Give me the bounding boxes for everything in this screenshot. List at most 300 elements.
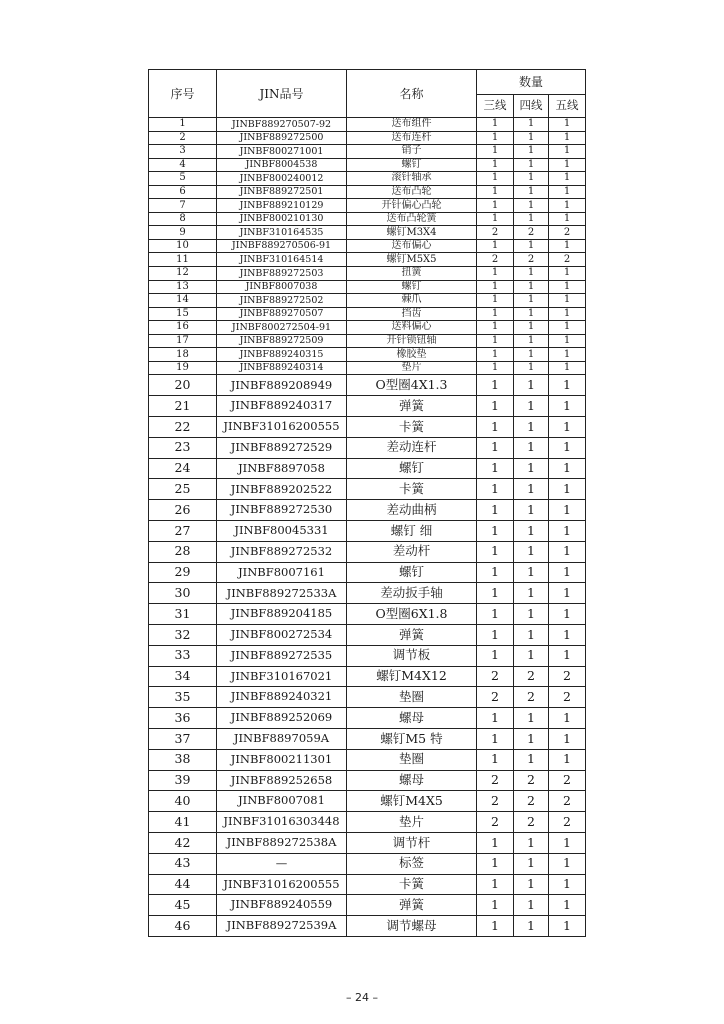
cell-index: 8: [149, 212, 217, 226]
cell-qty-four-line: 1: [514, 624, 549, 645]
table-row: [149, 226, 586, 240]
cell-qty-five-line: 1: [549, 185, 586, 199]
cell-qty-three-line: 1: [477, 458, 514, 479]
cell-part-number: JINBF80045331: [217, 520, 347, 541]
table-row: [149, 361, 586, 375]
cell-index: 13: [149, 280, 217, 294]
cell-index: 30: [149, 583, 217, 604]
cell-name: O型圈4X1.3: [347, 375, 477, 396]
cell-qty-three-line: 1: [477, 199, 514, 213]
cell-index: 5: [149, 172, 217, 186]
cell-qty-three-line: 1: [477, 145, 514, 159]
cell-qty-five-line: 1: [549, 583, 586, 604]
header-quantity: 数量: [477, 70, 586, 95]
cell-qty-three-line: 1: [477, 118, 514, 132]
table-row: [149, 172, 586, 186]
cell-part-number: JINBF800272534: [217, 624, 347, 645]
cell-index: 3: [149, 145, 217, 159]
cell-qty-five-line: 1: [549, 334, 586, 348]
cell-name: 送布凸轮: [347, 185, 477, 199]
cell-qty-three-line: 1: [477, 749, 514, 770]
cell-index: 9: [149, 226, 217, 240]
cell-qty-four-line: 1: [514, 118, 549, 132]
cell-qty-five-line: 2: [549, 770, 586, 791]
cell-name: 卡簧: [347, 874, 477, 895]
cell-part-number: —: [217, 853, 347, 874]
cell-qty-three-line: 1: [477, 239, 514, 253]
cell-part-number: JINBF800240012: [217, 172, 347, 186]
cell-qty-five-line: 1: [549, 131, 586, 145]
cell-qty-three-line: 1: [477, 874, 514, 895]
cell-qty-three-line: 1: [477, 728, 514, 749]
cell-name: O型圈6X1.8: [347, 604, 477, 625]
cell-name: 垫片: [347, 361, 477, 375]
table-row: [149, 253, 586, 267]
cell-qty-three-line: 1: [477, 541, 514, 562]
cell-qty-four-line: 1: [514, 895, 549, 916]
cell-qty-four-line: 1: [514, 396, 549, 417]
cell-part-number: JINBF8007161: [217, 562, 347, 583]
cell-part-number: JINBF889202522: [217, 479, 347, 500]
cell-index: 15: [149, 307, 217, 321]
table-row: [149, 728, 586, 749]
cell-index: 45: [149, 895, 217, 916]
cell-qty-three-line: 1: [477, 396, 514, 417]
table-row: [149, 791, 586, 812]
cell-qty-four-line: 1: [514, 267, 549, 281]
cell-qty-four-line: 1: [514, 321, 549, 335]
table-header: [149, 70, 586, 118]
cell-part-number: JINBF889252069: [217, 708, 347, 729]
cell-qty-three-line: 1: [477, 212, 514, 226]
cell-qty-three-line: 1: [477, 895, 514, 916]
cell-index: 21: [149, 396, 217, 417]
cell-part-number: JINBF889204185: [217, 604, 347, 625]
cell-qty-five-line: 1: [549, 267, 586, 281]
cell-qty-five-line: 1: [549, 728, 586, 749]
cell-part-number: JINBF800211301: [217, 749, 347, 770]
cell-index: 10: [149, 239, 217, 253]
cell-qty-three-line: 1: [477, 375, 514, 396]
cell-name: 卡簧: [347, 479, 477, 500]
table-row: [149, 832, 586, 853]
cell-name: 棘爪: [347, 294, 477, 308]
cell-index: 6: [149, 185, 217, 199]
cell-qty-four-line: 1: [514, 199, 549, 213]
cell-qty-five-line: 1: [549, 562, 586, 583]
cell-qty-five-line: 1: [549, 708, 586, 729]
cell-qty-four-line: 1: [514, 541, 549, 562]
cell-qty-five-line: 1: [549, 458, 586, 479]
cell-qty-five-line: 1: [549, 853, 586, 874]
cell-qty-five-line: 1: [549, 749, 586, 770]
table-row: [149, 895, 586, 916]
cell-index: 32: [149, 624, 217, 645]
cell-name: 调节杆: [347, 832, 477, 853]
table-row: [149, 199, 586, 213]
cell-index: 7: [149, 199, 217, 213]
cell-qty-three-line: 1: [477, 604, 514, 625]
table-row: [149, 267, 586, 281]
cell-index: 38: [149, 749, 217, 770]
cell-index: 22: [149, 416, 217, 437]
cell-qty-five-line: 1: [549, 172, 586, 186]
cell-qty-four-line: 1: [514, 280, 549, 294]
cell-part-number: JINBF889240559: [217, 895, 347, 916]
table-row: [149, 158, 586, 172]
cell-name: 送布凸轮簧: [347, 212, 477, 226]
cell-index: 26: [149, 500, 217, 521]
cell-qty-five-line: 1: [549, 895, 586, 916]
cell-qty-three-line: 1: [477, 500, 514, 521]
cell-qty-three-line: 2: [477, 770, 514, 791]
cell-index: 33: [149, 645, 217, 666]
cell-qty-five-line: 2: [549, 687, 586, 708]
cell-index: 27: [149, 520, 217, 541]
cell-name: 弹簧: [347, 895, 477, 916]
cell-name: 螺母: [347, 708, 477, 729]
cell-qty-five-line: 1: [549, 500, 586, 521]
cell-qty-five-line: 1: [549, 307, 586, 321]
cell-qty-four-line: 1: [514, 131, 549, 145]
cell-part-number: JINBF889270507-92: [217, 118, 347, 132]
header-part-number: JIN品号: [217, 70, 347, 118]
cell-name: 螺钉M3X4: [347, 226, 477, 240]
cell-qty-five-line: 1: [549, 874, 586, 895]
cell-qty-three-line: 1: [477, 853, 514, 874]
cell-qty-four-line: 2: [514, 253, 549, 267]
cell-qty-three-line: 2: [477, 687, 514, 708]
cell-name: 螺钉M4X12: [347, 666, 477, 687]
cell-qty-three-line: 2: [477, 812, 514, 833]
cell-part-number: JINBF889272530: [217, 500, 347, 521]
cell-name: 送布连杆: [347, 131, 477, 145]
table-row: [149, 874, 586, 895]
table-row: [149, 479, 586, 500]
table-body: [149, 118, 586, 937]
cell-name: 销子: [347, 145, 477, 159]
cell-qty-four-line: 1: [514, 853, 549, 874]
cell-qty-five-line: 2: [549, 791, 586, 812]
cell-index: 40: [149, 791, 217, 812]
cell-part-number: JINBF889210129: [217, 199, 347, 213]
cell-qty-five-line: 2: [549, 666, 586, 687]
cell-part-number: JINBF31016200555: [217, 416, 347, 437]
cell-index: 42: [149, 832, 217, 853]
cell-name: 调节板: [347, 645, 477, 666]
cell-index: 35: [149, 687, 217, 708]
cell-index: 12: [149, 267, 217, 281]
cell-qty-four-line: 1: [514, 158, 549, 172]
cell-qty-three-line: 1: [477, 321, 514, 335]
cell-index: 41: [149, 812, 217, 833]
table-row: [149, 687, 586, 708]
cell-name: 螺钉M5X5: [347, 253, 477, 267]
cell-name: 差动杆: [347, 541, 477, 562]
cell-name: 螺钉: [347, 562, 477, 583]
table-row: [149, 562, 586, 583]
cell-qty-five-line: 1: [549, 916, 586, 937]
cell-part-number: JINBF889252658: [217, 770, 347, 791]
cell-qty-four-line: 2: [514, 666, 549, 687]
cell-qty-four-line: 1: [514, 583, 549, 604]
cell-qty-four-line: 1: [514, 728, 549, 749]
table-row: [149, 583, 586, 604]
table-row: [149, 294, 586, 308]
header-five-line: 五线: [549, 95, 586, 118]
cell-qty-three-line: 1: [477, 416, 514, 437]
cell-qty-four-line: 1: [514, 361, 549, 375]
table-row: [149, 375, 586, 396]
cell-qty-three-line: 1: [477, 158, 514, 172]
cell-qty-five-line: 1: [549, 158, 586, 172]
cell-qty-four-line: 2: [514, 770, 549, 791]
cell-index: 16: [149, 321, 217, 335]
cell-qty-four-line: 1: [514, 479, 549, 500]
cell-qty-five-line: 1: [549, 645, 586, 666]
cell-part-number: JINBF31016200555: [217, 874, 347, 895]
cell-index: 14: [149, 294, 217, 308]
cell-part-number: JINBF889272538A: [217, 832, 347, 853]
cell-name: 螺母: [347, 770, 477, 791]
cell-qty-four-line: 1: [514, 185, 549, 199]
cell-qty-five-line: 1: [549, 321, 586, 335]
table-row: [149, 118, 586, 132]
cell-index: 23: [149, 437, 217, 458]
cell-name: 扭簧: [347, 267, 477, 281]
table-row: [149, 239, 586, 253]
cell-qty-three-line: 1: [477, 361, 514, 375]
cell-name: 垫片: [347, 812, 477, 833]
cell-qty-five-line: 1: [549, 239, 586, 253]
cell-qty-five-line: 1: [549, 604, 586, 625]
cell-qty-three-line: 2: [477, 666, 514, 687]
cell-name: 橡胶垫: [347, 348, 477, 362]
cell-name: 螺钉 细: [347, 520, 477, 541]
cell-qty-four-line: 1: [514, 294, 549, 308]
cell-qty-four-line: 1: [514, 500, 549, 521]
table-row: [149, 770, 586, 791]
cell-qty-three-line: 1: [477, 280, 514, 294]
cell-qty-five-line: 1: [549, 280, 586, 294]
cell-part-number: JINBF800210130: [217, 212, 347, 226]
cell-part-number: JINBF889272535: [217, 645, 347, 666]
cell-qty-five-line: 1: [549, 361, 586, 375]
cell-qty-four-line: 2: [514, 812, 549, 833]
cell-part-number: JINBF889208949: [217, 375, 347, 396]
cell-index: 11: [149, 253, 217, 267]
cell-part-number: JINBF310164514: [217, 253, 347, 267]
table-row: [149, 131, 586, 145]
cell-part-number: JINBF889272509: [217, 334, 347, 348]
table-row: [149, 749, 586, 770]
cell-qty-three-line: 1: [477, 520, 514, 541]
cell-qty-four-line: 1: [514, 416, 549, 437]
table-row: [149, 604, 586, 625]
cell-part-number: JINBF800271001: [217, 145, 347, 159]
cell-name: 螺钉M5 特: [347, 728, 477, 749]
table-row: [149, 624, 586, 645]
cell-index: 1: [149, 118, 217, 132]
cell-qty-three-line: 1: [477, 479, 514, 500]
parts-table: [148, 69, 586, 937]
cell-part-number: JINBF8007038: [217, 280, 347, 294]
cell-name: 调节螺母: [347, 916, 477, 937]
cell-qty-five-line: 2: [549, 812, 586, 833]
cell-qty-three-line: 1: [477, 348, 514, 362]
cell-name: 开针偏心凸轮: [347, 199, 477, 213]
cell-qty-four-line: 1: [514, 916, 549, 937]
cell-part-number: JINBF8007081: [217, 791, 347, 812]
cell-part-number: JINBF889240314: [217, 361, 347, 375]
cell-qty-four-line: 1: [514, 874, 549, 895]
cell-index: 39: [149, 770, 217, 791]
cell-name: 送料偏心: [347, 321, 477, 335]
cell-qty-four-line: 2: [514, 687, 549, 708]
cell-qty-three-line: 1: [477, 267, 514, 281]
cell-name: 送布组件: [347, 118, 477, 132]
table-row: [149, 185, 586, 199]
cell-qty-four-line: 1: [514, 832, 549, 853]
cell-qty-three-line: 1: [477, 916, 514, 937]
cell-qty-five-line: 1: [549, 479, 586, 500]
cell-qty-four-line: 1: [514, 520, 549, 541]
cell-part-number: JINBF8004538: [217, 158, 347, 172]
table-row: [149, 212, 586, 226]
table-row: [149, 416, 586, 437]
cell-qty-five-line: 1: [549, 832, 586, 853]
cell-qty-four-line: 1: [514, 145, 549, 159]
cell-qty-three-line: 1: [477, 583, 514, 604]
cell-part-number: JINBF889272539A: [217, 916, 347, 937]
header-row: [149, 70, 586, 95]
cell-index: 4: [149, 158, 217, 172]
cell-qty-five-line: 1: [549, 520, 586, 541]
cell-part-number: JINBF889272501: [217, 185, 347, 199]
cell-qty-three-line: 1: [477, 307, 514, 321]
cell-part-number: JINBF889240321: [217, 687, 347, 708]
cell-qty-five-line: 1: [549, 294, 586, 308]
cell-name: 滚针轴承: [347, 172, 477, 186]
table-row: [149, 334, 586, 348]
table-row: [149, 396, 586, 417]
cell-qty-three-line: 2: [477, 226, 514, 240]
cell-qty-four-line: 1: [514, 172, 549, 186]
cell-name: 差动曲柄: [347, 500, 477, 521]
cell-qty-five-line: 1: [549, 416, 586, 437]
cell-index: 17: [149, 334, 217, 348]
cell-qty-five-line: 2: [549, 253, 586, 267]
table-row: [149, 708, 586, 729]
cell-qty-three-line: 1: [477, 624, 514, 645]
table-row: [149, 666, 586, 687]
table-row: [149, 307, 586, 321]
cell-qty-three-line: 2: [477, 253, 514, 267]
cell-qty-five-line: 2: [549, 226, 586, 240]
table-row: [149, 280, 586, 294]
cell-qty-five-line: 1: [549, 145, 586, 159]
cell-qty-three-line: 1: [477, 131, 514, 145]
cell-name: 卡簧: [347, 416, 477, 437]
cell-qty-four-line: 1: [514, 645, 549, 666]
cell-qty-four-line: 1: [514, 348, 549, 362]
table-row: [149, 145, 586, 159]
cell-part-number: JINBF889270506-91: [217, 239, 347, 253]
cell-index: 43: [149, 853, 217, 874]
table-row: [149, 321, 586, 335]
cell-name: 差动连杆: [347, 437, 477, 458]
cell-qty-three-line: 1: [477, 645, 514, 666]
cell-part-number: JINBF889272533A: [217, 583, 347, 604]
header-index: 序号: [149, 70, 217, 118]
cell-qty-three-line: 1: [477, 832, 514, 853]
cell-qty-five-line: 1: [549, 624, 586, 645]
cell-index: 20: [149, 375, 217, 396]
cell-part-number: JINBF889240315: [217, 348, 347, 362]
cell-index: 36: [149, 708, 217, 729]
cell-index: 44: [149, 874, 217, 895]
cell-part-number: JINBF889272503: [217, 267, 347, 281]
cell-part-number: JINBF8897058: [217, 458, 347, 479]
cell-qty-three-line: 1: [477, 708, 514, 729]
cell-qty-three-line: 1: [477, 294, 514, 308]
cell-index: 25: [149, 479, 217, 500]
cell-name: 垫圈: [347, 749, 477, 770]
cell-index: 29: [149, 562, 217, 583]
cell-index: 37: [149, 728, 217, 749]
cell-qty-four-line: 1: [514, 375, 549, 396]
cell-part-number: JINBF889240317: [217, 396, 347, 417]
header-three-line: 三线: [477, 95, 514, 118]
table-row: [149, 645, 586, 666]
cell-qty-four-line: 1: [514, 334, 549, 348]
cell-qty-five-line: 1: [549, 199, 586, 213]
cell-part-number: JINBF889272532: [217, 541, 347, 562]
cell-qty-five-line: 1: [549, 212, 586, 226]
table-row: [149, 437, 586, 458]
cell-index: 24: [149, 458, 217, 479]
table-row: [149, 500, 586, 521]
cell-name: 差动扳手轴: [347, 583, 477, 604]
cell-index: 18: [149, 348, 217, 362]
cell-name: 螺钉: [347, 458, 477, 479]
cell-name: 螺钉M4X5: [347, 791, 477, 812]
cell-qty-three-line: 1: [477, 334, 514, 348]
cell-index: 34: [149, 666, 217, 687]
cell-part-number: JINBF889272529: [217, 437, 347, 458]
cell-part-number: JINBF889270507: [217, 307, 347, 321]
cell-index: 28: [149, 541, 217, 562]
cell-qty-three-line: 1: [477, 185, 514, 199]
cell-qty-four-line: 1: [514, 708, 549, 729]
cell-qty-five-line: 1: [549, 396, 586, 417]
cell-qty-four-line: 1: [514, 239, 549, 253]
cell-name: 弹簧: [347, 396, 477, 417]
cell-name: 螺钉: [347, 280, 477, 294]
cell-index: 31: [149, 604, 217, 625]
cell-qty-four-line: 1: [514, 458, 549, 479]
cell-name: 螺钉: [347, 158, 477, 172]
page-number: – 24 –: [346, 991, 378, 1004]
cell-qty-four-line: 1: [514, 562, 549, 583]
header-four-line: 四线: [514, 95, 549, 118]
cell-part-number: JINBF31016303448: [217, 812, 347, 833]
cell-part-number: JINBF800272504-91: [217, 321, 347, 335]
cell-part-number: JINBF310167021: [217, 666, 347, 687]
cell-qty-five-line: 1: [549, 118, 586, 132]
table-row: [149, 348, 586, 362]
cell-index: 19: [149, 361, 217, 375]
